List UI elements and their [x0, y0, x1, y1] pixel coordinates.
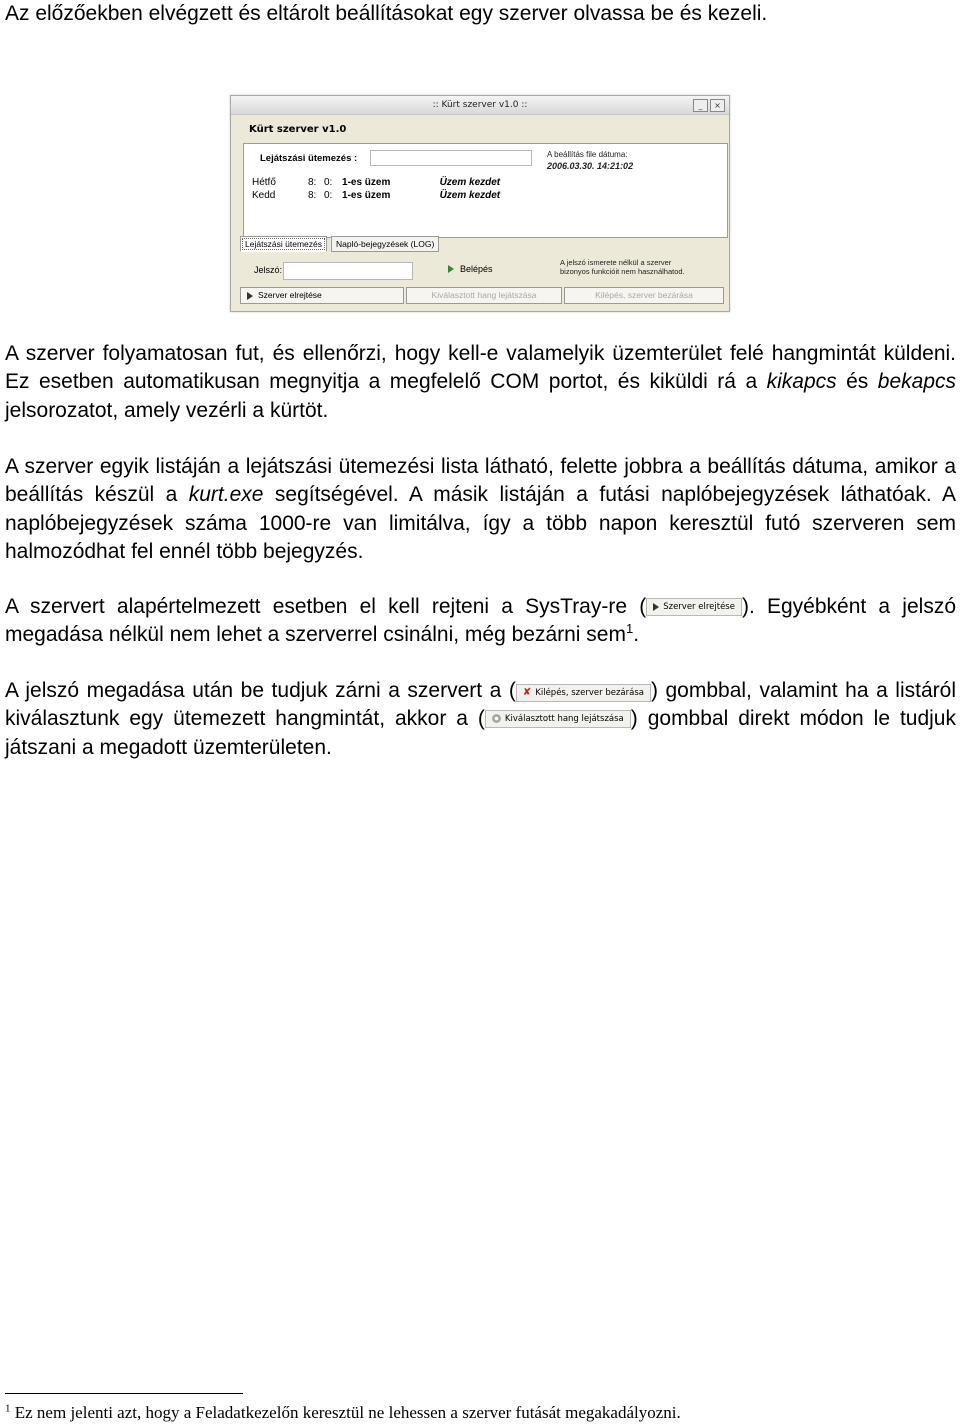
schedule-day: Kedd	[252, 190, 276, 201]
window-controls	[693, 99, 725, 112]
login-button-label: Belépés	[460, 264, 493, 274]
app-name: Kürt szerver v1.0	[249, 124, 347, 135]
tab-bar	[240, 236, 439, 252]
hide-server-label: Szerver elrejtése	[258, 290, 322, 300]
play-selected-label: Kiválasztott hang lejátszása	[431, 290, 537, 300]
hide-server-button[interactable]	[240, 287, 404, 304]
footnote-divider	[5, 1393, 243, 1394]
schedule-hour: 8:	[308, 177, 317, 188]
inline-exit-server-button: ✘ Kilépés, szerver bezárása	[516, 684, 651, 702]
schedule-label: Lejátszási ütemezés :	[260, 153, 358, 164]
login-button[interactable]	[448, 264, 493, 274]
schedule-minute: 0:	[324, 190, 333, 201]
cd-icon	[492, 714, 501, 723]
exit-server-label: Kilépés, szerver bezárása	[595, 290, 693, 300]
schedule-field	[370, 150, 532, 166]
schedule-zone: -es üzem	[347, 177, 391, 188]
schedule-zone: -es üzem	[347, 190, 391, 201]
schedule-day: Hétfő	[252, 177, 276, 188]
inline-hide-server-button: Szerver elrejtése	[646, 598, 742, 616]
tab-log[interactable]: Napló-bejegyzések (LOG)	[331, 236, 439, 252]
schedule-zone-number: 1	[342, 177, 348, 188]
arrow-icon	[653, 603, 659, 611]
close-icon: ✘	[522, 687, 532, 698]
play-arrow-icon	[448, 265, 454, 273]
schedule-status: Üzem kezdet	[439, 190, 501, 201]
footnote: $^1$ Ez nem jelenti azt, hogy a Feladatkezelőn keresztül ne lehessen a szerver futását megakadályozni.	[5, 1402, 681, 1422]
date-label: A beállítás file dátuma:	[547, 150, 628, 159]
minimize-icon[interactable]: _	[693, 99, 708, 112]
exit-server-button[interactable]	[564, 287, 724, 304]
schedule-minute: 0:	[324, 177, 333, 188]
password-label: Jelszó:	[254, 265, 283, 275]
list-item[interactable]	[252, 190, 500, 201]
window-title: :: Kürt szerver v1.0 ::	[231, 96, 729, 115]
tab-schedule[interactable]: Lejátszási ütemezés	[240, 236, 327, 252]
list-item[interactable]	[252, 177, 500, 188]
password-warning: A jelszó ismerete nélkül a szerver bizonyos funkcióit nem használhatod.	[560, 258, 685, 276]
paragraph-1: A szerver folyamatosan fut, és ellenőrzi, hogy kell-e valamelyik üzemterület felé hangmintát küldeni. Ez esetben automatikusan megnyitja a megfelelő COM portot, és kiküldi rá a kikapcs és bekapcs jelsorozatot, amely vezérli a kürtöt.	[5, 342, 956, 422]
close-icon[interactable]: ×	[710, 99, 725, 112]
date-value: 2006.03.30. 14:21:02	[547, 161, 634, 171]
play-selected-button[interactable]	[406, 287, 562, 304]
schedule-zone-number: 1	[342, 190, 348, 201]
schedule-hour: 8:	[308, 190, 317, 201]
password-field[interactable]	[283, 262, 413, 280]
paragraph-2: A szerver egyik listáján a lejátszási ütemezési lista látható, felette jobbra a beállítás dátuma, amikor a beállítás készül a kurt.exe segítségével. A másik listáján a futási naplóbejegyzések láthatóak. A naplóbejegyzések száma 1000-re van limitálva, így a több napon keresztül futó szerveren sem halmozódhat fel ennél több bejegyzés.	[5, 455, 956, 563]
paragraph-3: A szervert alapértelmezett esetben el kell rejteni a SysTray-re ( Szerver elrejtése ). Egyébként a jelszó megadása nélkül nem lehet a szerverrel csinálni, még bezárni sem$^1$.	[5, 595, 956, 647]
intro-paragraph: Az előzőekben elvégzett és eltárolt beállításokat egy szerver olvassa be és kezeli.	[5, 2, 768, 25]
inline-play-selected-button: Kiválasztott hang lejátszása	[485, 710, 631, 728]
paragraph-4: A jelszó megadása után be tudjuk zárni a szervert a ( ✘ Kilépés, szerver bezárása ) gombbal, valamint ha a listáról kiválasztunk egy ütemezett hangmintát, akkor a ( Kiválasztott hang lejátszása ) gombbal direkt módon le tudjuk játszani a megadott üzemterületen.	[5, 679, 956, 759]
schedule-status: Üzem kezdet	[439, 177, 501, 188]
arrow-icon	[247, 292, 253, 300]
